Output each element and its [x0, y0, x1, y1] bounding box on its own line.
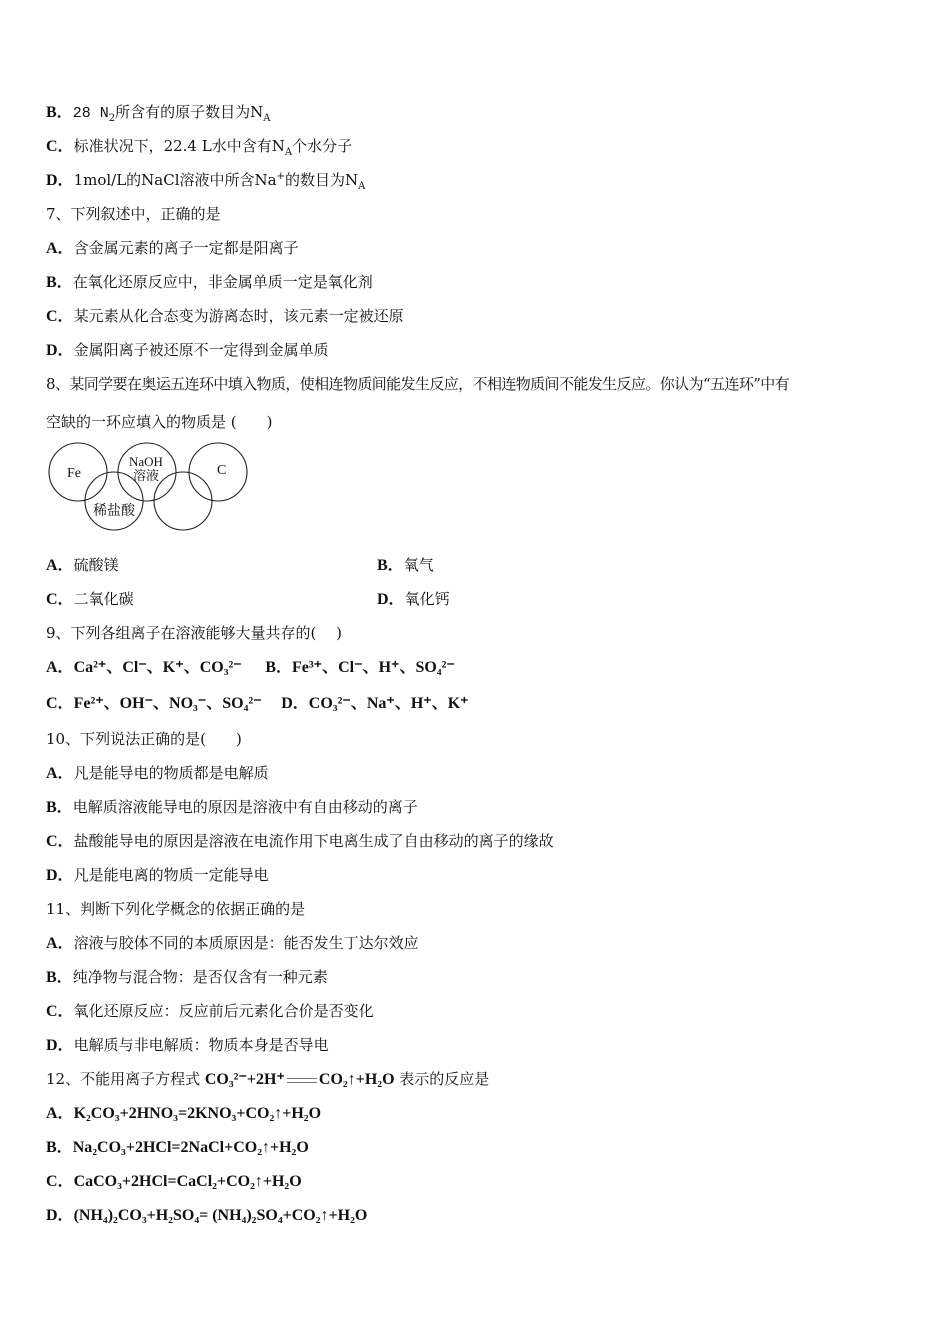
ring-label-solution: 溶液	[133, 468, 160, 483]
ring-label-hcl: 稀盐酸	[93, 504, 135, 519]
ring-label-c: C	[217, 463, 227, 478]
q6-option-d: D．1mol/L的NaCl溶液中所含Na+的数目为$N_A$	[46, 171, 366, 192]
q8-stem-line1: 8、某同学要在奥运五连环中填入物质，使相连物质间能发生反应，不相连物质间不能发生反应。你认为“五连环”中有	[46, 375, 790, 393]
q12-stem: 12、不能用离子方程式 CO₃²⁻+2H⁺ CO₂↑+H₂O 表示的反应是	[46, 1070, 490, 1088]
q7-option-c: C．某元素从化合态变为游离态时，该元素一定被还原	[46, 307, 404, 325]
q7-stem: 7、下列叙述中，正确的是	[46, 205, 221, 223]
olympic-rings-diagram	[46, 440, 256, 536]
q9-stem: 9、下列各组离子在溶液能够大量共存的( )	[46, 624, 343, 642]
q7-option-b: B．在氧化还原反应中，非金属单质一定是氧化剂	[46, 273, 373, 291]
q12-option-a: A．K₂CO₃+2HNO₃=2KNO₃+CO₂↑+H₂O	[46, 1105, 322, 1122]
ring-label-naoh: NaOH	[129, 454, 163, 469]
q10-option-d: D．凡是能电离的物质一定能导电	[46, 866, 269, 884]
q7-option-a: A．含金属元素的离子一定都是阳离子	[46, 239, 299, 257]
q9-options-cd: C．Fe²⁺、OH⁻、NO₃⁻、SO₄²⁻ D．CO₃²⁻、Na⁺、H⁺、K⁺	[46, 695, 469, 712]
ring-blank	[154, 472, 212, 530]
equation-equals-sign	[287, 1078, 317, 1083]
q8-stem-line2: 空缺的一环应填入的物质是 ( )	[46, 413, 273, 431]
q8-option-c: C．二氧化碳	[46, 590, 134, 608]
q9-options-ab: A．Ca²⁺、Cl⁻、K⁺、CO₃²⁻ B．Fe³⁺、Cl⁻、H⁺、SO₄²⁻	[46, 659, 455, 676]
q11-stem: 11、判断下列化学概念的依据正确的是	[46, 900, 306, 918]
q10-option-b: B．电解质溶液能导电的原因是溶液中有自由移动的离子	[46, 798, 418, 816]
q10-option-c: C．盐酸能导电的原因是溶液在电流作用下电离生成了自由移动的离子的缘故	[46, 832, 554, 850]
q6-option-b: B．28 $N_2$所含有的原子数目为$N_A$	[46, 103, 271, 124]
q8-option-b: B．氧气	[377, 556, 434, 574]
q12-option-d: D．(NH₄)₂CO₃+H₂SO₄= (NH₄)₂SO₄+CO₂↑+H₂O	[46, 1207, 368, 1224]
q8-option-a: A．硫酸镁	[46, 556, 119, 574]
q7-option-d: D．金属阳离子被还原不一定得到金属单质	[46, 341, 329, 359]
q8-option-d: D．氧化钙	[377, 590, 450, 608]
q11-option-d: D．电解质与非电解质：物质本身是否导电	[46, 1036, 329, 1054]
q12-option-c: C．CaCO₃+2HCl=CaCl₂+CO₂↑+H₂O	[46, 1173, 302, 1190]
q11-option-c: C．氧化还原反应：反应前后元素化合价是否变化	[46, 1002, 374, 1020]
q6-option-c: C．标准状况下，22.4 L水中含有$N_A$个水分子	[46, 137, 353, 158]
q11-option-b: B．纯净物与混合物：是否仅含有一种元素	[46, 968, 328, 986]
q12-option-b: B．Na₂CO₃+2HCl=2NaCl+CO₂↑+H₂O	[46, 1139, 309, 1156]
ring-label-fe: Fe	[67, 466, 81, 481]
q10-stem: 10、下列说法正确的是( )	[46, 730, 242, 748]
q11-option-a: A．溶液与胶体不同的本质原因是：能否发生丁达尔效应	[46, 934, 419, 952]
q10-option-a: A．凡是能导电的物质都是电解质	[46, 764, 269, 782]
